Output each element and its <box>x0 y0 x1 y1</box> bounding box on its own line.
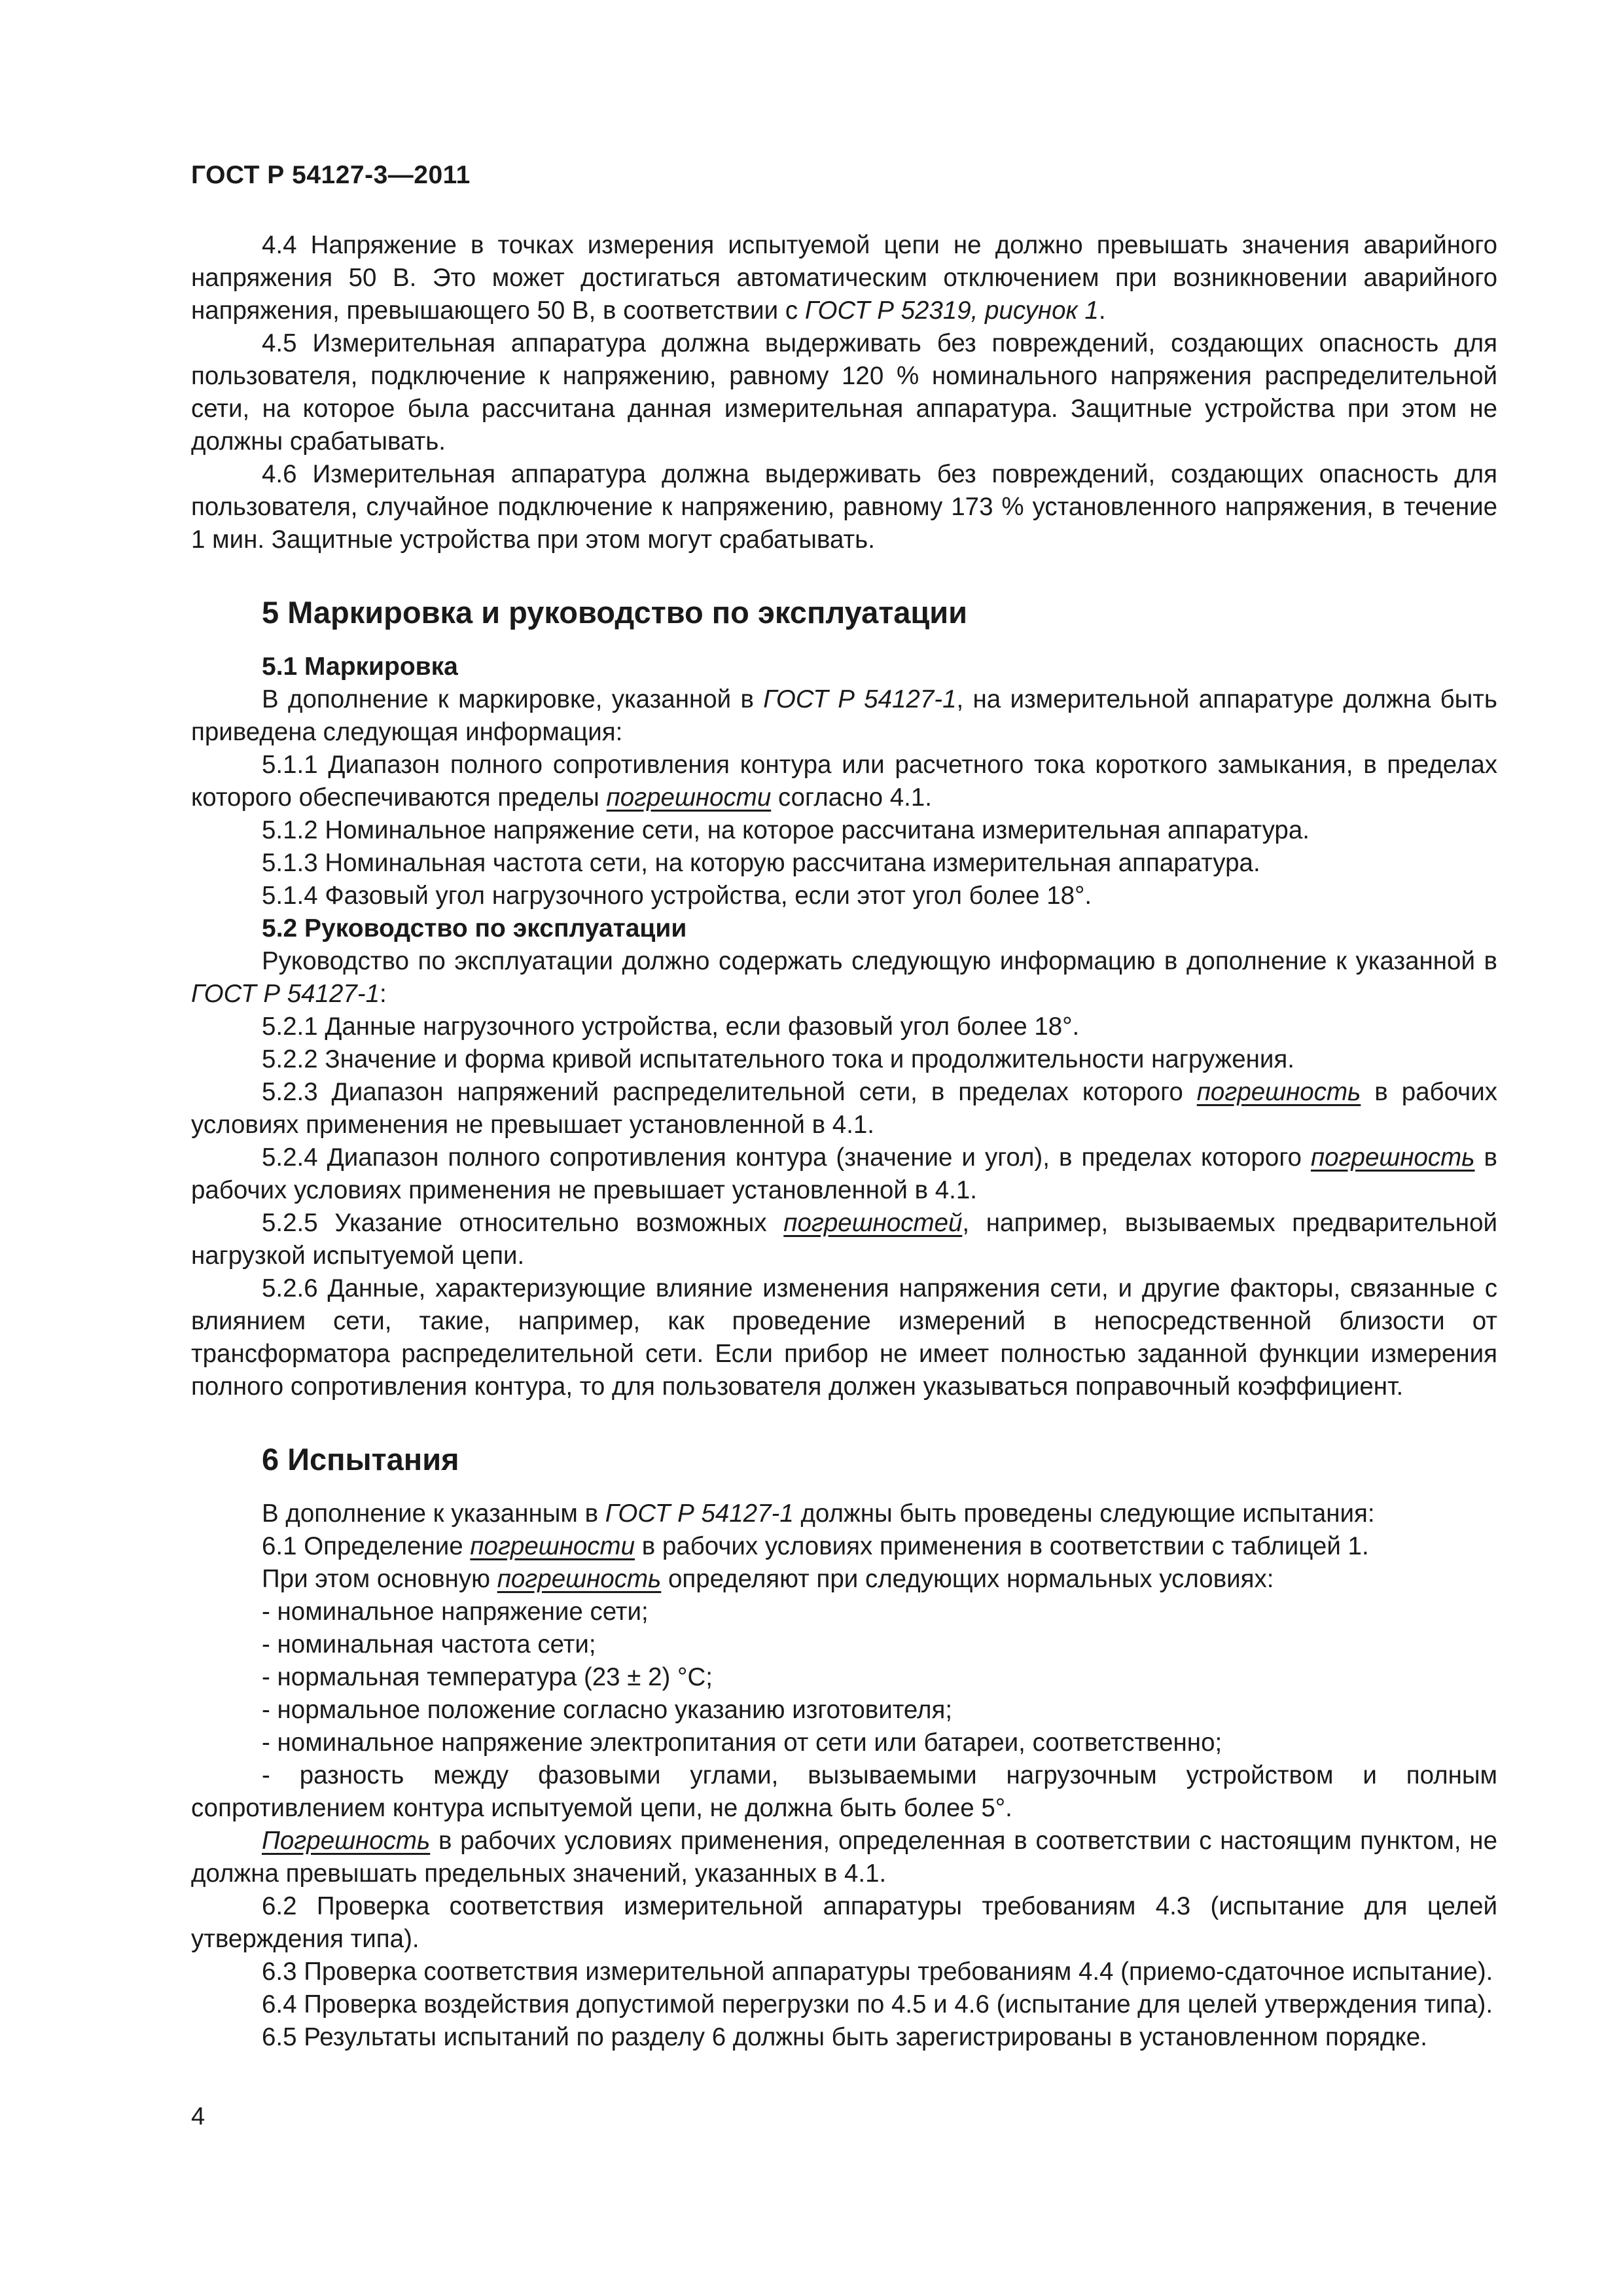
standard-reference: ГОСТ Р 54127-1 <box>763 685 957 713</box>
clause-6-intro <box>191 1498 1497 1530</box>
clause-5-1-4: 5.1.4 Фазовый угол нагрузочного устройства, если этот угол более 18°. <box>262 882 1092 910</box>
clause-text: 5.2.5 Указание относительно возможных <box>262 1209 784 1237</box>
clause-6-4: 6.4 Проверка воздействия допустимой перегрузки по 4.5 и 4.6 (испытание для целей утверждения типа). <box>262 1990 1493 2018</box>
condition-list-item: - номинальная частота сети; <box>262 1630 596 1659</box>
clause-text: 6.1 Определение <box>262 1532 471 1560</box>
standard-reference: ГОСТ Р 52319, рисунок 1 <box>804 296 1099 325</box>
term-link: погрешности <box>470 1532 635 1560</box>
condition-list-item: - нормальное положение согласно указанию изготовителя; <box>262 1696 953 1724</box>
clause-4-6: 4.6 Измерительная аппаратура должна выдерживать без повреждений, создающих опасность для пользователя, случайное подключение к напряжению, равному 173 % установленного напряжения, в течение 1 мин. Защитные устройства при этом могут срабатывать. <box>191 460 1497 554</box>
term-link: погрешность <box>497 1565 662 1593</box>
clause-text: Руководство по эксплуатации должно содержать следующую информацию в дополнение к указанной в <box>262 947 1497 975</box>
clause-6-1-result <box>191 1825 1497 1890</box>
document-number-header: ГОСТ Р 54127-3—2011 <box>191 161 471 189</box>
clause-text: , например, вызываемых предварительной нагрузкой испытуемой цепи. <box>191 1209 1497 1270</box>
clause-5-1-2: 5.1.2 Номинальное напряжение сети, на которое рассчитана измерительная аппаратура. <box>262 816 1310 844</box>
term-link: погрешности <box>606 783 772 812</box>
page-content <box>191 229 1497 2054</box>
clause-5-1-intro <box>191 683 1497 749</box>
clause-5-2-2: 5.2.2 Значение и форма кривой испытательного тока и продолжительности нагружения. <box>262 1045 1294 1073</box>
clause-text: 5.2.3 Диапазон напряжений распределительной сети, в пределах которого <box>262 1078 1197 1106</box>
subsection-5-1-heading: 5.1 Маркировка <box>262 653 458 681</box>
page-number: 4 <box>191 2103 205 2130</box>
clause-4-4 <box>191 229 1497 327</box>
clause-text: должны быть проведены следующие испытания: <box>793 1499 1375 1528</box>
clause-5-2-4 <box>191 1141 1497 1207</box>
clause-text: 5.2.4 Диапазон полного сопротивления контура (значение и угол), в пределах которого <box>262 1143 1311 1172</box>
clause-5-2-intro <box>191 945 1497 1011</box>
clause-text: . <box>1098 296 1106 325</box>
section-6-heading: 6 Испытания <box>262 1442 459 1477</box>
clause-6-1 <box>191 1530 1497 1563</box>
clause-5-2-3 <box>191 1076 1497 1141</box>
term-link: погрешностей <box>783 1209 963 1237</box>
condition-list-item: - номинальное напряжение сети; <box>262 1598 649 1626</box>
clause-text: в рабочих условиях применения в соответствии с таблицей 1. <box>635 1532 1369 1560</box>
clause-6-1-conditions-intro <box>191 1563 1497 1596</box>
clause-text: При этом основную <box>262 1565 497 1593</box>
clause-4-5: 4.5 Измерительная аппаратура должна выдерживать без повреждений, создающих опасность для пользователя, подключение к напряжению, равному 120 % номинального напряжения распределительной сети, на которое была рассчитана данная измерительная аппаратура. Защитные устройства при этом не должны срабатывать. <box>191 329 1497 456</box>
standard-reference: ГОСТ Р 54127-1 <box>191 980 380 1008</box>
clause-text: 5.1.1 Диапазон полного сопротивления контура или расчетного тока короткого замыкания, в пределах которого обеспечиваются пределы <box>191 751 1497 812</box>
clause-5-2-5 <box>191 1207 1497 1272</box>
clause-6-3: 6.3 Проверка соответствия измерительной аппаратуры требованиям 4.4 (приемо-сдаточное испытание). <box>262 1958 1493 1986</box>
term-link: погрешность <box>1196 1078 1361 1106</box>
clause-text: согласно 4.1. <box>771 783 932 812</box>
clause-6-5: 6.5 Результаты испытаний по разделу 6 должны быть зарегистрированы в установленном порядке. <box>262 2023 1427 2051</box>
clause-5-1-1 <box>191 749 1497 814</box>
clause-5-2-6: 5.2.6 Данные, характеризующие влияние изменения напряжения сети, и другие факторы, связанные с влиянием сети, такие, например, как проведение измерений в непосредственной близости от трансформатора распределительной сети. Если прибор не имеет полностью заданной функции измерения полного сопротивления контура, то для пользователя должен указываться поправочный коэффициент. <box>191 1274 1497 1401</box>
term-link: погрешность <box>1310 1143 1475 1172</box>
clause-6-2: 6.2 Проверка соответствия измерительной аппаратуры требованиям 4.3 (испытание для целей утверждения типа). <box>191 1892 1497 1953</box>
subsection-5-2-heading: 5.2 Руководство по эксплуатации <box>262 914 687 942</box>
condition-list-item: - нормальная температура (23 ± 2) °С; <box>262 1663 713 1691</box>
clause-text: в рабочих условиях применения, определенная в соответствии с настоящим пунктом, не должна превышать предельных значений, указанных в 4.1. <box>191 1827 1497 1888</box>
clause-text: : <box>380 980 387 1008</box>
clause-text: в рабочих условиях применения не превышает установленной в 4.1. <box>191 1078 1497 1139</box>
clause-text: определяют при следующих нормальных условиях: <box>661 1565 1274 1593</box>
term-link: Погрешность <box>262 1827 431 1855</box>
clause-text: В дополнение к указанным в <box>262 1499 605 1528</box>
clause-text: в рабочих условиях применения не превышает установленной в 4.1. <box>191 1143 1498 1204</box>
section-5-heading: 5 Маркировка и руководство по эксплуатации <box>262 595 968 630</box>
standard-reference: ГОСТ Р 54127-1 <box>605 1499 794 1528</box>
clause-text: В дополнение к маркировке, указанной в <box>262 685 764 713</box>
clause-5-2-1: 5.2.1 Данные нагрузочного устройства, если фазовый угол более 18°. <box>262 1013 1080 1041</box>
clause-text: 4.4 Напряжение в точках измерения испытуемой цепи не должно превышать значения аварийного напряжения 50 В. Это может достигаться автоматическим отключением при возникновении аварийного напряжения, превышающего 50 В, в соответствии с <box>191 231 1497 325</box>
clause-5-1-3: 5.1.3 Номинальная частота сети, на которую рассчитана измерительная аппаратура. <box>262 849 1260 877</box>
condition-list-item: - разность между фазовыми углами, вызываемыми нагрузочным устройством и полным сопротивлением контура испытуемой цепи, не должна быть более 5°. <box>191 1761 1497 1822</box>
clause-text: , на измерительной аппаратуре должна быть приведена следующая информация: <box>191 685 1497 746</box>
condition-list-item: - номинальное напряжение электропитания от сети или батареи, соответственно; <box>262 1729 1222 1757</box>
